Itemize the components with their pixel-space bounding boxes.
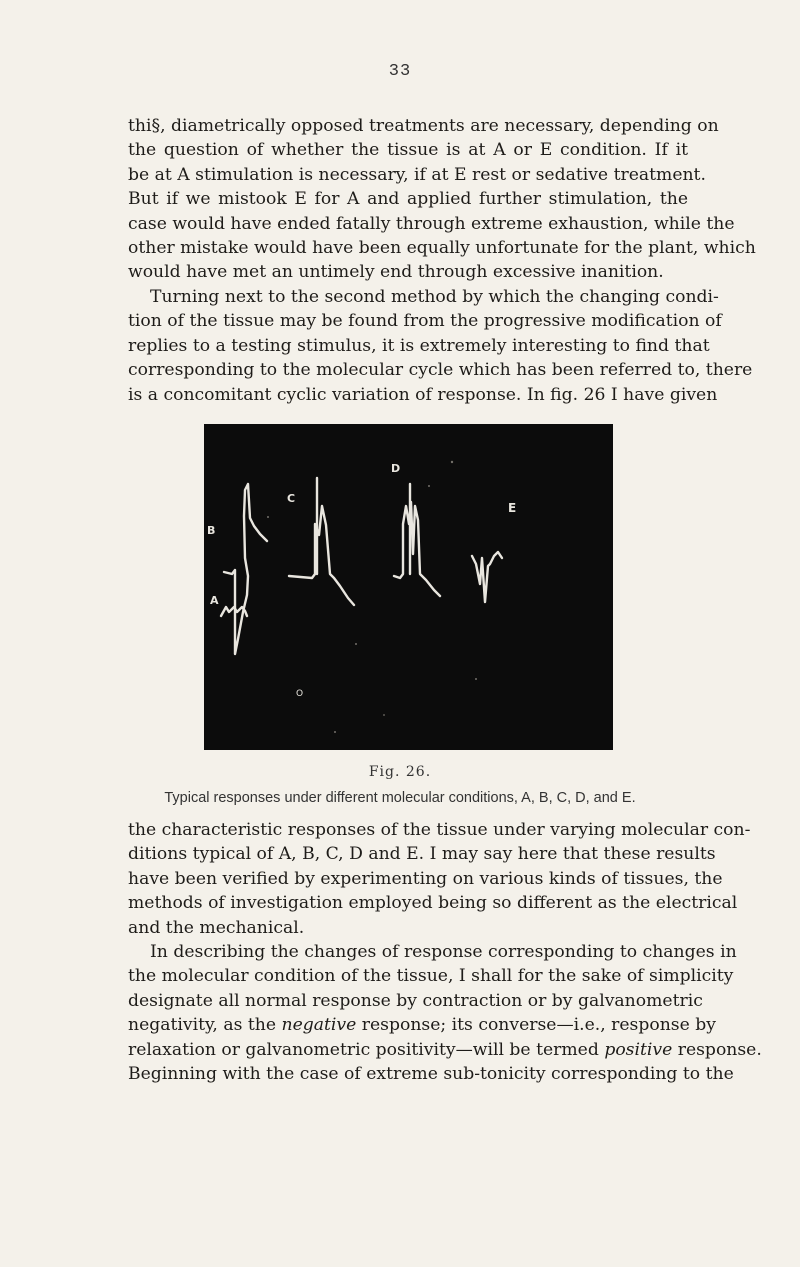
curve-e: [472, 552, 502, 602]
label-o: O: [296, 689, 304, 699]
paragraph-2: [128, 285, 753, 407]
text-line: the characteristic responses of the tissue under varying molecular con-: [128, 820, 751, 840]
figure-caption: Typical responses under different molecular conditions, A, B, C, D, and E.: [164, 790, 636, 806]
text-line: is a concomitant cyclic variation of response. In fig. 26 I have given: [128, 384, 718, 405]
text-span: relaxation or galvanometric positivity—will be termed: [128, 1039, 605, 1060]
curve-d: [394, 502, 440, 596]
text-line: other mistake would have been equally unfortunate for the plant, which: [128, 238, 756, 259]
text-line: the molecular condition of the tissue, I shall for the sake of simplicity: [128, 966, 734, 987]
text-line: would have met an untimely end through excessive inanition.: [128, 262, 664, 283]
paragraph-3: [128, 818, 751, 940]
text-line: But if we mistook E for A and applied further stimulation, the: [128, 189, 688, 210]
curve-b: [224, 484, 267, 654]
text-line: methods of investigation employed being so different as the electrical: [128, 893, 738, 914]
text-line: thi§, diametrically opposed treatments are necessary, depending on: [128, 116, 719, 136]
label-b: B: [207, 524, 216, 537]
text-span: negativity, as the: [128, 1015, 282, 1036]
figure-number: Fig. 26.: [368, 764, 432, 780]
emphasis-negative: negative: [281, 1015, 357, 1036]
emphasis-positive: positive: [604, 1039, 673, 1060]
text-line: In describing the changes of response corresponding to changes in: [150, 942, 737, 962]
text-line: designate all normal response by contraction or by galvanometric: [128, 990, 703, 1011]
text-span: response.: [672, 1039, 762, 1060]
text-line: the question of whether the tissue is at A or E condition. If it: [128, 140, 688, 161]
text-line: case would have ended fatally through extreme exhaustion, while the: [128, 213, 735, 234]
response-curves-figure: [204, 424, 613, 750]
label-e: E: [508, 501, 517, 515]
text-line: corresponding to the molecular cycle which has been referred to, there: [128, 360, 753, 381]
text-line: and the mechanical.: [128, 917, 305, 938]
text-line: replies to a testing stimulus, it is extremely interesting to find that: [128, 335, 710, 356]
text-line: tion of the tissue may be found from the progressive modification of: [128, 311, 722, 332]
figure-26-plate: [204, 424, 613, 750]
label-c: C: [287, 492, 296, 505]
text-line: [128, 1013, 716, 1037]
paragraph-1: [128, 114, 756, 285]
text-line: have been verified by experimenting on various kinds of tissues, the: [128, 868, 723, 889]
text-line: [128, 1038, 762, 1062]
text-line: be at A stimulation is necessary, if at E rest or sedative treatment.: [128, 164, 706, 185]
text-line: ditions typical of A, B, C, D and E. I may say here that these results: [128, 844, 716, 865]
text-span: response; its converse—i.e., response by: [356, 1015, 716, 1036]
text-line: Turning next to the second method by which the changing condi-: [150, 287, 719, 307]
curve-c: [289, 506, 354, 605]
paragraph-4: [128, 940, 762, 1086]
label-a: A: [210, 594, 219, 607]
label-d: D: [391, 462, 401, 475]
text-line: Beginning with the case of extreme sub-tonicity corresponding to the: [128, 1064, 734, 1085]
page-number: 33: [388, 62, 412, 81]
